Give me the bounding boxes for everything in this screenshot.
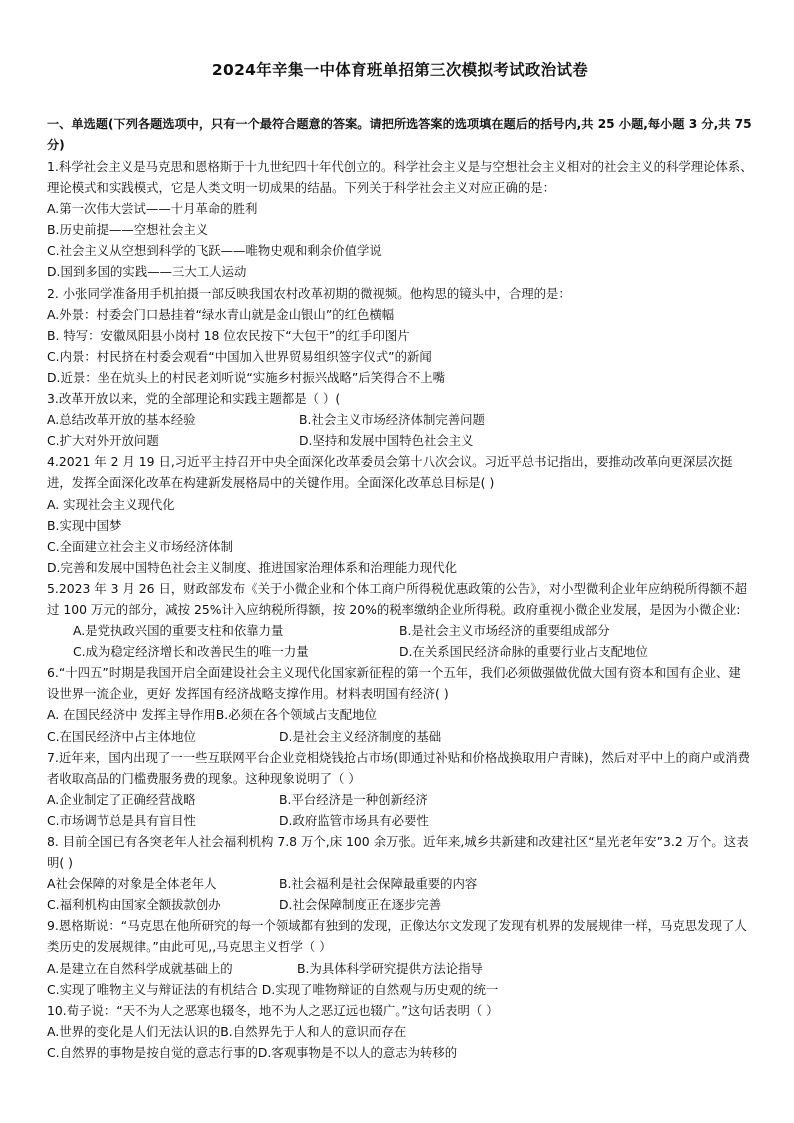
option-c: C.市场调节总是具有盲目性 xyxy=(47,812,196,828)
question-stem: 2. 小张同学准备用手机拍摄一部反映我国农村改革初期的微视频。他构思的镜头中，合理的是： xyxy=(47,285,571,301)
question-10 xyxy=(47,1000,753,1063)
option-a: A.世界的变化是人们无法认识的 xyxy=(47,1023,221,1039)
option-b: B.实现中国梦 xyxy=(47,517,122,533)
option-d: D.实现了唯物辩证的自然观与历史观的统一 xyxy=(261,981,499,997)
option-d: D.客观事物是不以人的意志为转移的 xyxy=(257,1044,458,1060)
option-a: A.外景：村委会门口悬挂着“绿水青山就是金山银山”的红色横幅 xyxy=(47,306,395,322)
question-1 xyxy=(47,156,753,283)
option-a: A.是建立在自然科学成就基础上的 xyxy=(47,960,233,976)
option-a: A. 在国民经济中 发挥主导作用 xyxy=(47,707,216,723)
option-b: B.为具体科学研究提供方法论指导 xyxy=(297,960,483,976)
question-6 xyxy=(47,662,753,746)
question-2 xyxy=(47,283,753,388)
question-stem: 8. 目前全国已有各突老年人社会福利机构 7.8 万个,床 100 余万张。近年来,城乡共新建和改建社区“星光老年安”3.2 万个。这表明( ) xyxy=(47,834,749,871)
option-d: D.是社会主义经济制度的基础 xyxy=(279,728,442,744)
question-stem: 10.荀子说：“天不为人之恶寒也辍冬，地不为人之恶辽远也辍广。”这句话表明（ ） xyxy=(47,1002,499,1018)
question-4 xyxy=(47,451,753,578)
question-stem: 3.改革开放以来，党的全部理论和实践主题都是（ ）( xyxy=(47,391,341,407)
question-7 xyxy=(47,747,753,831)
option-a: A.企业制定了正确经营战略 xyxy=(47,791,196,807)
option-d: D.完善和发展中国特色社会主义制度、推进国家治理体系和治理能力现代化 xyxy=(47,559,457,575)
question-stem: 7.近年来，国内出现了一一些互联网平台企业竞相烧钱抢占市场(即通过补贴和价格战换取用户青睐)，然后对平中上的商户或消费者收取高品的门槛费服务费的现象。这种现象说明了（ ） xyxy=(47,749,750,786)
question-8 xyxy=(47,831,753,915)
option-a: A.是党执政兴国的重要支柱和依靠力量 xyxy=(73,623,284,639)
option-c: C.扩大对外开放问题 xyxy=(47,433,159,449)
option-c: C.自然界的事物是按自觉的意志行事的 xyxy=(47,1044,258,1060)
option-a: A.总结改革开放的基本经验 xyxy=(47,412,196,428)
option-b: B.社会福利是社会保障最重要的内容 xyxy=(279,876,478,892)
option-b: B.自然界先于人和人的意识而存在 xyxy=(220,1023,407,1039)
option-b: B.社会主义市场经济体制完善问题 xyxy=(299,412,485,428)
option-d: D.国到多国的实践——三大工人运动 xyxy=(47,264,247,280)
section-heading: 一、单选题(下列各题选项中，只有一个最符合题意的答案。请把所选答案的选项填在题后的括号内,共 25 小题,每小题 3 分,共 75 分) xyxy=(47,117,752,152)
question-stem: 1.科学社会主义是马克思和恩格斯于十九世纪四十年代创立的。科学社会主义是与空想社会主义相对的社会主义的科学理论体系、理论模式和实践模式，它是人类文明一切成果的结晶。下列关于科学社会主义对应正确的是： xyxy=(47,159,753,196)
option-c: C.成为稳定经济增长和改善民生的唯一力量 xyxy=(73,644,309,660)
question-5 xyxy=(47,578,753,662)
question-stem: 4.2021 年 2 月 19 日,习近平主持召开中央全面深化改革委员会第十八次会议。习近平总书记指出，要推动改革向更深层次挺进，发挥全面深化改革在构建新发展格局中的关键作用。全面深化改革总目标是( ) xyxy=(47,454,733,491)
option-d: D.坚持和发展中国特色社会主义 xyxy=(299,433,474,449)
exam-title: 2024年辛集一中体育班单招第三次模拟考试政治试卷 xyxy=(211,61,589,79)
option-d: D.近景：坐在炕头上的村民老刘听说“实施乡村振兴战略”后笑得合不上嘴 xyxy=(47,369,446,385)
option-c: C.社会主义从空想到科学的飞跃——唯物史观和剩余价值学说 xyxy=(47,243,382,259)
option-b: B.必须在各个领域占支配地位 xyxy=(215,707,377,723)
exam-page xyxy=(47,58,753,1063)
option-a: A社会保障的对象是全体老年人 xyxy=(47,876,217,892)
question-stem: 6.“十四五”时期是我国开启全面建设社会主义现代化国家新征程的第一个五年，我们必须做强做优做大国有资本和国有企业、建设世界一流企业，更好 发挥国有经济战略支撑作用。材料表明国有经济( ) xyxy=(47,665,741,702)
option-b: B.是社会主义市场经济的重要组成部分 xyxy=(399,623,610,639)
option-d: D.社会保障制度正在逐步完善 xyxy=(279,897,442,913)
option-c: C.内景：村民挤在村委会观看“中国加入世界贸易组织签字仪式”的新闻 xyxy=(47,348,432,364)
option-c: C.实现了唯物主义与辩证法的有机结合 xyxy=(47,981,258,997)
question-9 xyxy=(47,915,753,999)
option-c: C.福利机构由国家全额拔款创办 xyxy=(47,897,221,913)
option-c: C.在国民经济中占主体地位 xyxy=(47,728,196,744)
question-3 xyxy=(47,388,753,451)
question-stem: 9.恩格斯说：“马克思在他所研究的每一个领域都有独到的发现，正像达尔文发现了发现有机界的发展规律一样，马克思发现了人类历史的发展规律。”由此可见,,马克思主义哲学（ ） xyxy=(47,918,747,955)
option-c: C.全面建立社会主义市场经济体制 xyxy=(47,538,234,554)
option-a: A. 实现社会主义现代化 xyxy=(47,496,175,512)
question-stem: 5.2023 年 3 月 26 日，财政部发布《关于小微企业和个体工商户所得税优惠政策的公告》，对小型微利企业年应纳税所得额不超过 100 万元的部分，减按 25%计入应纳税所得额，按 20%的税率缴纳企业所得税。政府重视小微企业发展，是因为小微企业: xyxy=(47,580,748,617)
option-d: D.政府监管市场具有必要性 xyxy=(279,812,429,828)
option-d: D.在关系国民经济命脉的重要行业占支配地位 xyxy=(399,644,648,660)
option-a: A.第一次伟大尝试——十月革命的胜利 xyxy=(47,201,258,217)
option-b: B.历史前提——空想社会主义 xyxy=(47,222,209,238)
option-b: B. 特写：安徽凤阳县小岗村 18 位农民按下“大包干”的红手印图片 xyxy=(47,327,410,343)
option-b: B.平台经济是一种创新经济 xyxy=(279,791,428,807)
